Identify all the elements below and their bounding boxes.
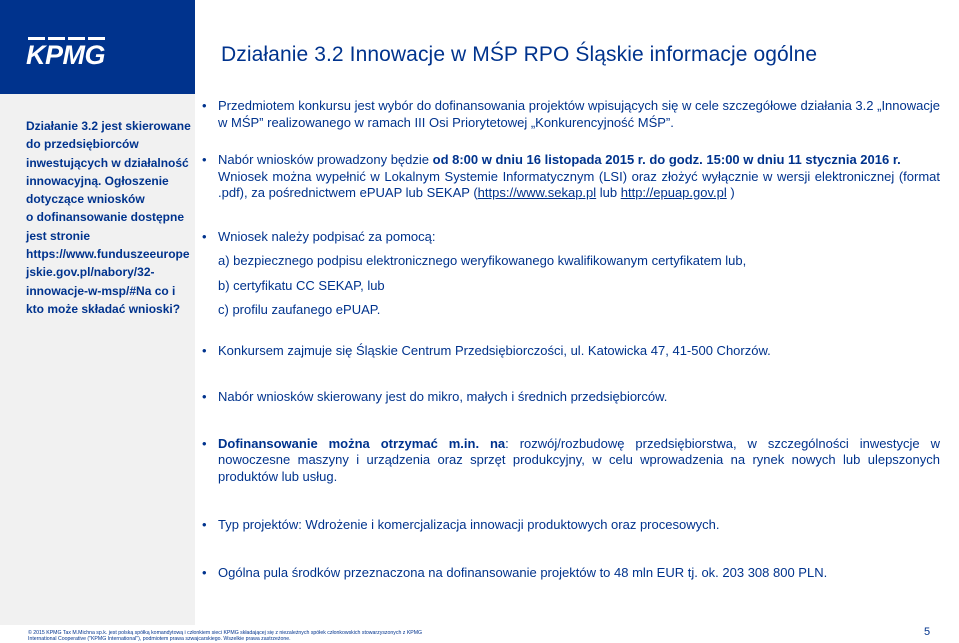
kpmg-logo: [26, 35, 126, 70]
organizer-text: Konkursem zajmuje się Śląskie Centrum Przedsiębiorczości, ul. Katowicka 47, 41-500 Chorzów.: [218, 342, 771, 358]
call-schedule-dates: od 8:00 w dniu 16 listopada 2015 r. do godz. 15:00 w dniu 11 stycznia 2016 r.: [432, 152, 901, 167]
sidebar-line: o dofinansowanie dostępne: [26, 210, 185, 225]
bullet-funding-scope: [202, 436, 940, 486]
link-separator: lub: [596, 185, 621, 200]
signature-option-c: c) profilu zaufanego ePUAP.: [218, 302, 381, 317]
bullet-subject-text: Przedmiotem konkursu jest wybór do dofinansowania projektów wpisujących się w cele szczegółowe działania 3.2 „Innowacje w MŚP” realizowanego w ramach III Osi Priorytetowej „Konkurencyjność MŚP”.: [218, 98, 940, 130]
page-number: 5: [924, 626, 931, 638]
sidebar-line: innowacje-w-msp/#Na co i: [26, 283, 176, 298]
submission-text: Wniosek można wypełnić w Lokalnym Systemie Informatycznym (LSI) oraz złożyć wyłącznie w wersji elektronicznej (format .pdf), za pośrednictwem ePUAP lub SEKAP (: [218, 168, 940, 200]
call-schedule-prefix: Nabór wniosków prowadzony będzie: [218, 152, 433, 167]
sidebar-line: https://www.funduszeeurope: [26, 247, 190, 262]
bullet-project-type: [202, 517, 940, 534]
target-text: Nabór wniosków skierowany jest do mikro, małych i średnich przedsiębiorców.: [218, 389, 668, 404]
logo-text: KPMG: [26, 40, 105, 70]
sidebar-line: jest stronie: [26, 228, 91, 243]
bullet-target: [202, 389, 940, 406]
bullet-signature: [202, 229, 940, 319]
bullet-call-schedule: [202, 152, 940, 202]
sidebar-panel: [0, 0, 195, 625]
page-title: Działanie 3.2 Innowacje w MŚP RPO Śląskie informacje ogólne: [221, 43, 818, 66]
sidebar-line: Działanie 3.2 jest skierowane: [26, 119, 191, 133]
link-suffix: ): [726, 185, 735, 200]
sidebar-line: kto może składać wnioski?: [26, 301, 181, 316]
main-content: [202, 98, 940, 581]
sekap-link[interactable]: https://www.sekap.pl: [477, 185, 597, 200]
funding-scope-label: Dofinansowanie można otrzymać m.in. na: [218, 435, 506, 451]
sidebar-note: [0, 117, 190, 318]
funding-scope-text: : rozwój/rozbudowę przedsiębiorstwa, w szczególności inwestycje w nowoczesne maszyny i urządzenia oraz sprzęt produkcyjny, w celu wprowadzenia na rynek nowych lub ulepszonych produktów lub usług.: [218, 435, 940, 484]
submission-info: [218, 169, 940, 202]
bullet-budget: [202, 565, 940, 582]
signature-intro: • Wniosek należy podpisać za pomocą:: [218, 228, 436, 244]
footer-copyright: [28, 630, 588, 642]
call-schedule-line: [218, 152, 940, 169]
signature-option-a: a) bezpiecznego podpisu elektronicznego weryfikowanego kwalifikowanym certyfikatem lub,: [218, 253, 747, 268]
bullet-organizer: [202, 343, 940, 360]
sidebar-line: do przedsiębiorców: [26, 137, 139, 152]
header-band: [0, 0, 195, 94]
footer-line: International Cooperative ("KPMG International"), podmiotem prawa szwajcarskiego. Wszelkie prawa zastrzeżone.: [28, 636, 291, 643]
budget-text: Ogólna pula środków przeznaczona na dofinansowanie projektów to 48 mln EUR tj. ok. 203 308 800 PLN.: [218, 564, 828, 580]
signature-option-b: b) certyfikatu CC SEKAP, lub: [218, 277, 385, 293]
project-type-text: Typ projektów: Wdrożenie i komercjalizacja innowacji produktowych oraz procesowych.: [218, 517, 720, 532]
sidebar-line: dotyczące wniosków: [26, 192, 145, 207]
epuap-link[interactable]: http://epuap.gov.pl: [620, 185, 727, 200]
sidebar-line: inwestujących w działalność: [26, 155, 189, 170]
sidebar-line: jskie.gov.pl/nabory/32-: [26, 265, 155, 280]
bullet-subject: [202, 98, 940, 131]
sidebar-line: innowacyjną. Ogłoszenie: [26, 173, 169, 188]
footer-line: © 2015 KPMG Tax M.Michna sp.k. jest polską spółką komandytową i członkiem sieci KPMG składającej się z niezależnych spółek członkowskich stowarzyszonych z KPMG: [28, 630, 423, 636]
